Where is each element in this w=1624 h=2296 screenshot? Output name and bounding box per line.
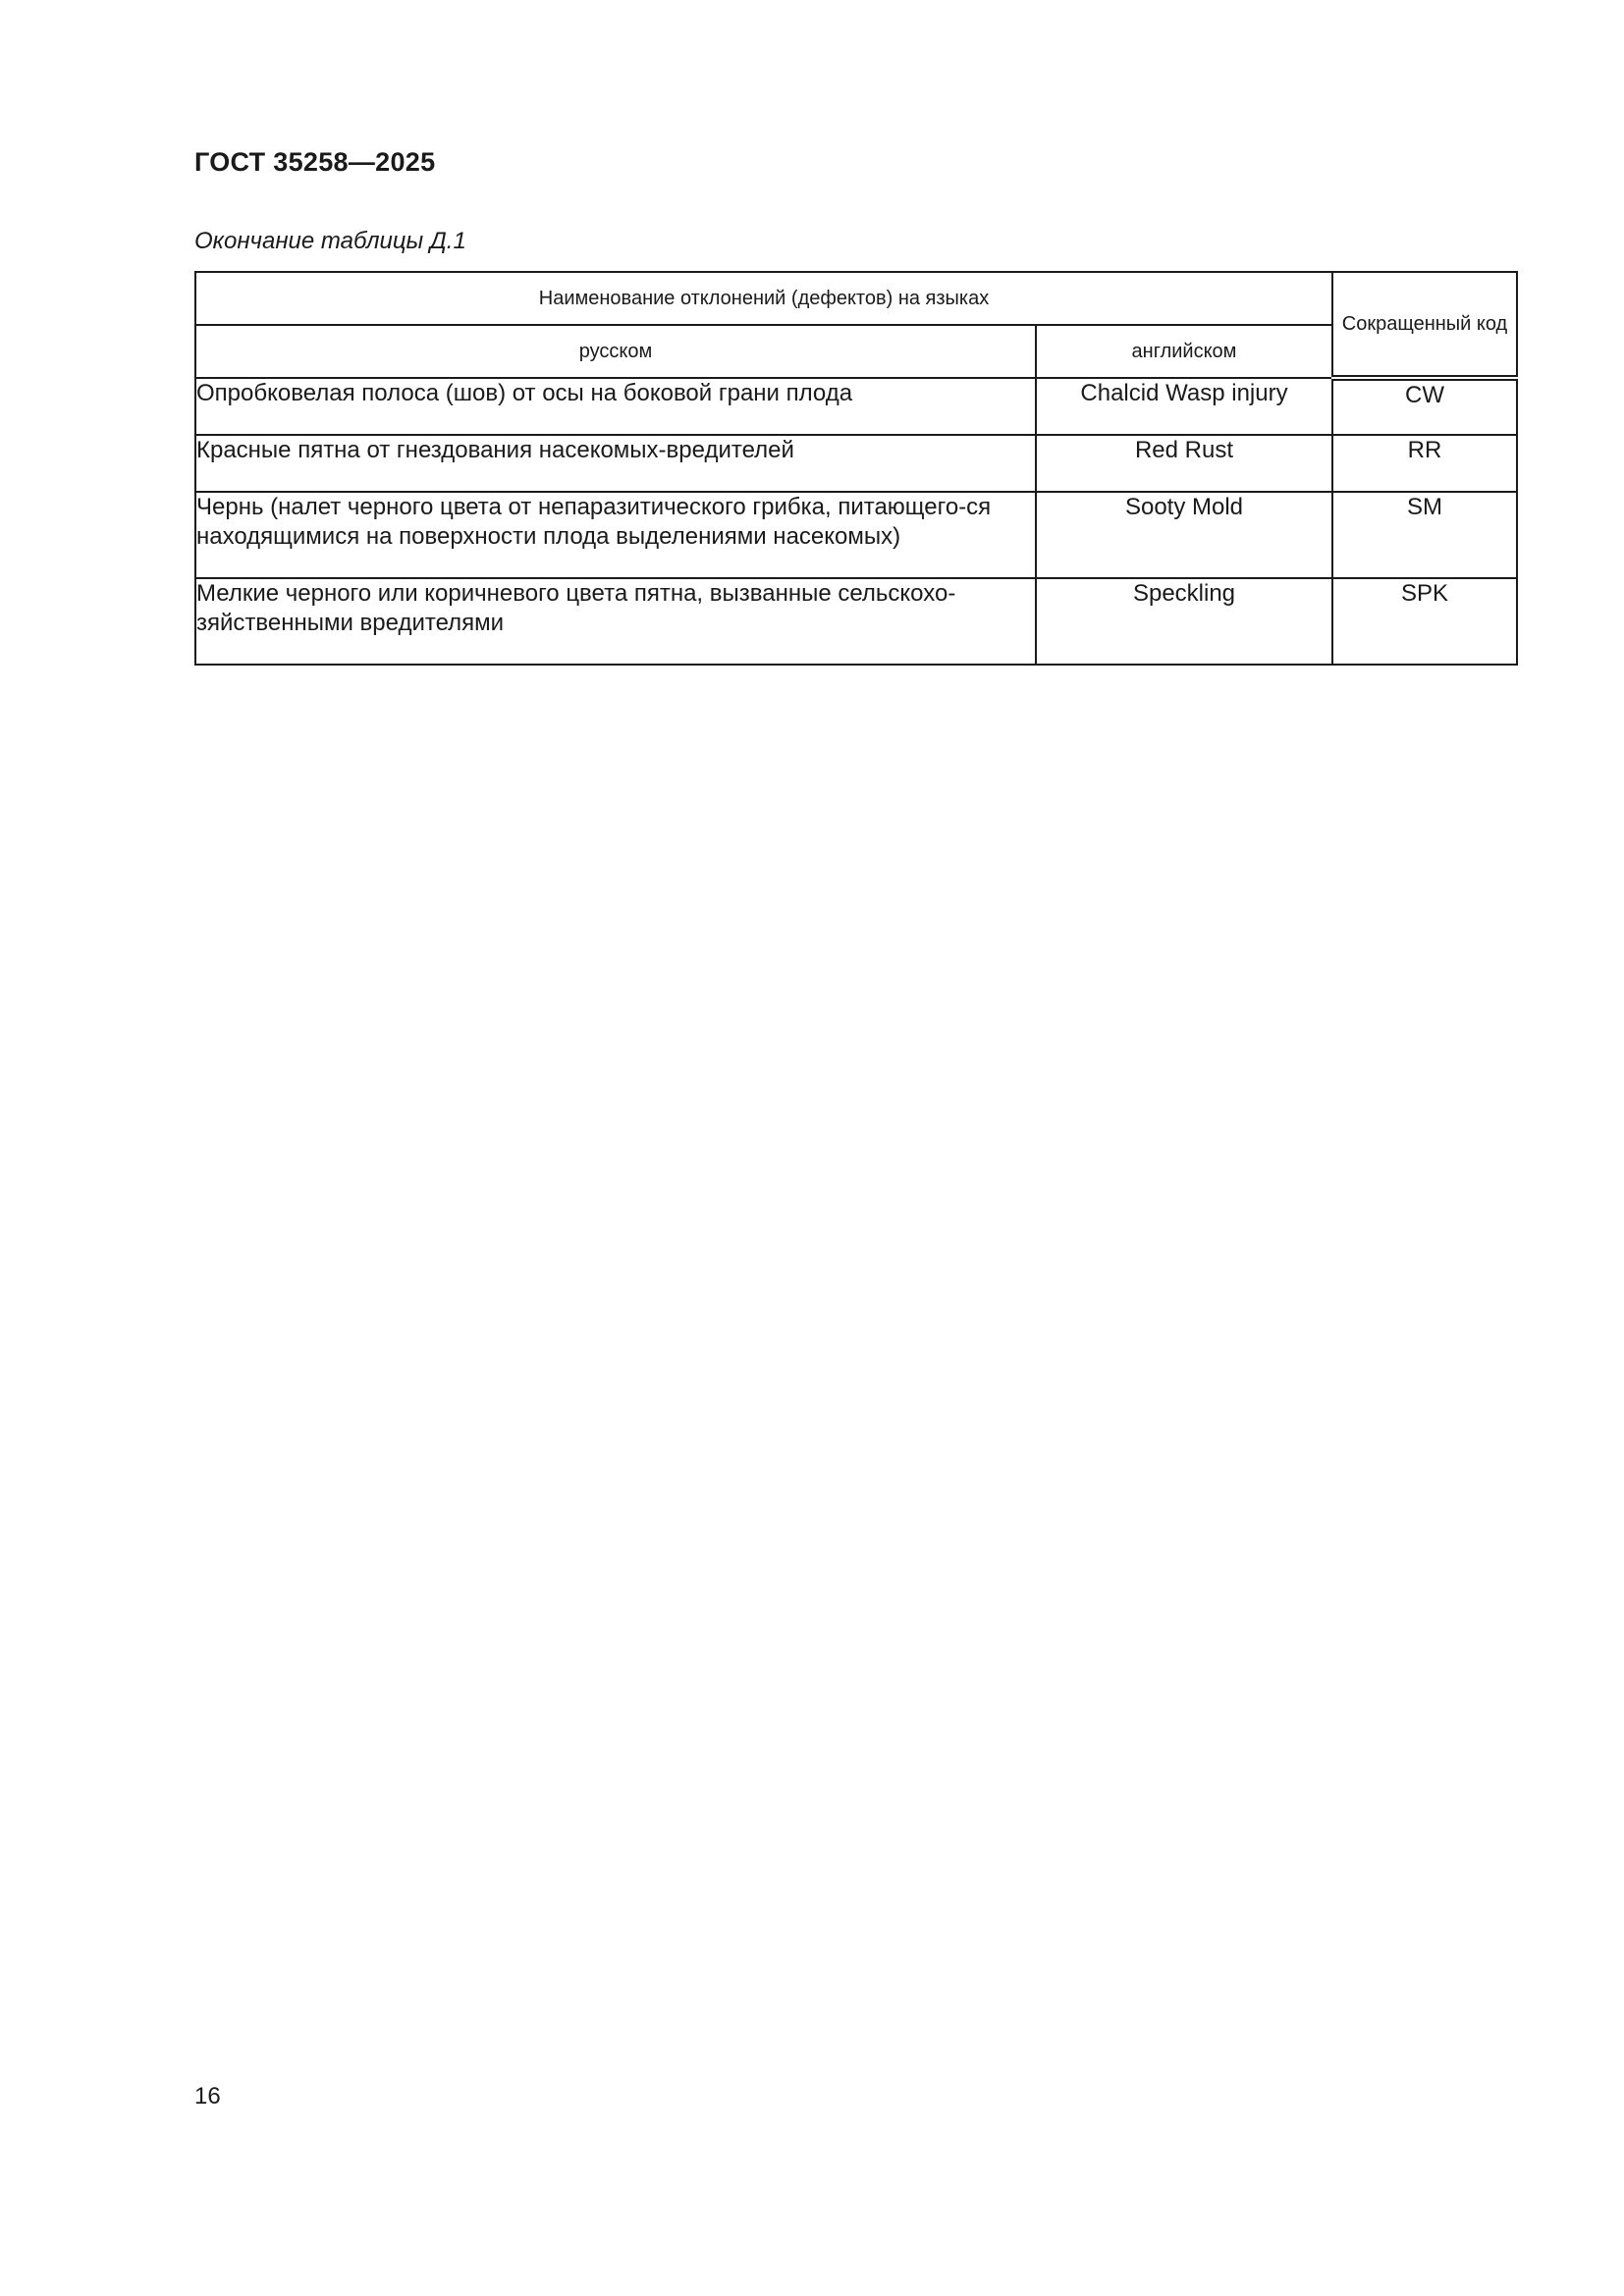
cell-russian: Мелкие черного или коричневого цвета пятна, вызванные сельскохо-зяйственными вредителями: [195, 578, 1036, 665]
group-header-defect-names: Наименование отклонений (дефектов) на языках: [195, 272, 1332, 325]
document-id-header: ГОСТ 35258—2025: [194, 147, 436, 177]
cell-code: SPK: [1332, 578, 1517, 665]
table-caption: Окончание таблицы Д.1: [194, 228, 466, 254]
cell-code: SM: [1332, 492, 1517, 578]
table-row: [195, 492, 1517, 578]
column-header-code: Сокращенный код: [1332, 272, 1517, 378]
cell-russian: Красные пятна от гнездования насекомых-вредителей: [195, 435, 1036, 492]
cell-english: Chalcid Wasp injury: [1036, 378, 1332, 435]
column-header-english: английском: [1036, 325, 1332, 378]
cell-english: Sooty Mold: [1036, 492, 1332, 578]
cell-russian: Опробковелая полоса (шов) от осы на боковой грани плода: [195, 378, 1036, 435]
cell-code: CW: [1332, 378, 1517, 435]
cell-english: Red Rust: [1036, 435, 1332, 492]
defects-table: [194, 271, 1518, 666]
cell-code: RR: [1332, 435, 1517, 492]
cell-english: Speckling: [1036, 578, 1332, 665]
column-header-russian: русском: [195, 325, 1036, 378]
cell-russian: Чернь (налет черного цвета от непаразитического грибка, питающего-ся находящимися на поверхности плода выделениями насекомых): [195, 492, 1036, 578]
table-row: [195, 578, 1517, 665]
table-row: [195, 378, 1517, 435]
table-row: [195, 435, 1517, 492]
page-number: 16: [194, 2083, 221, 2109]
